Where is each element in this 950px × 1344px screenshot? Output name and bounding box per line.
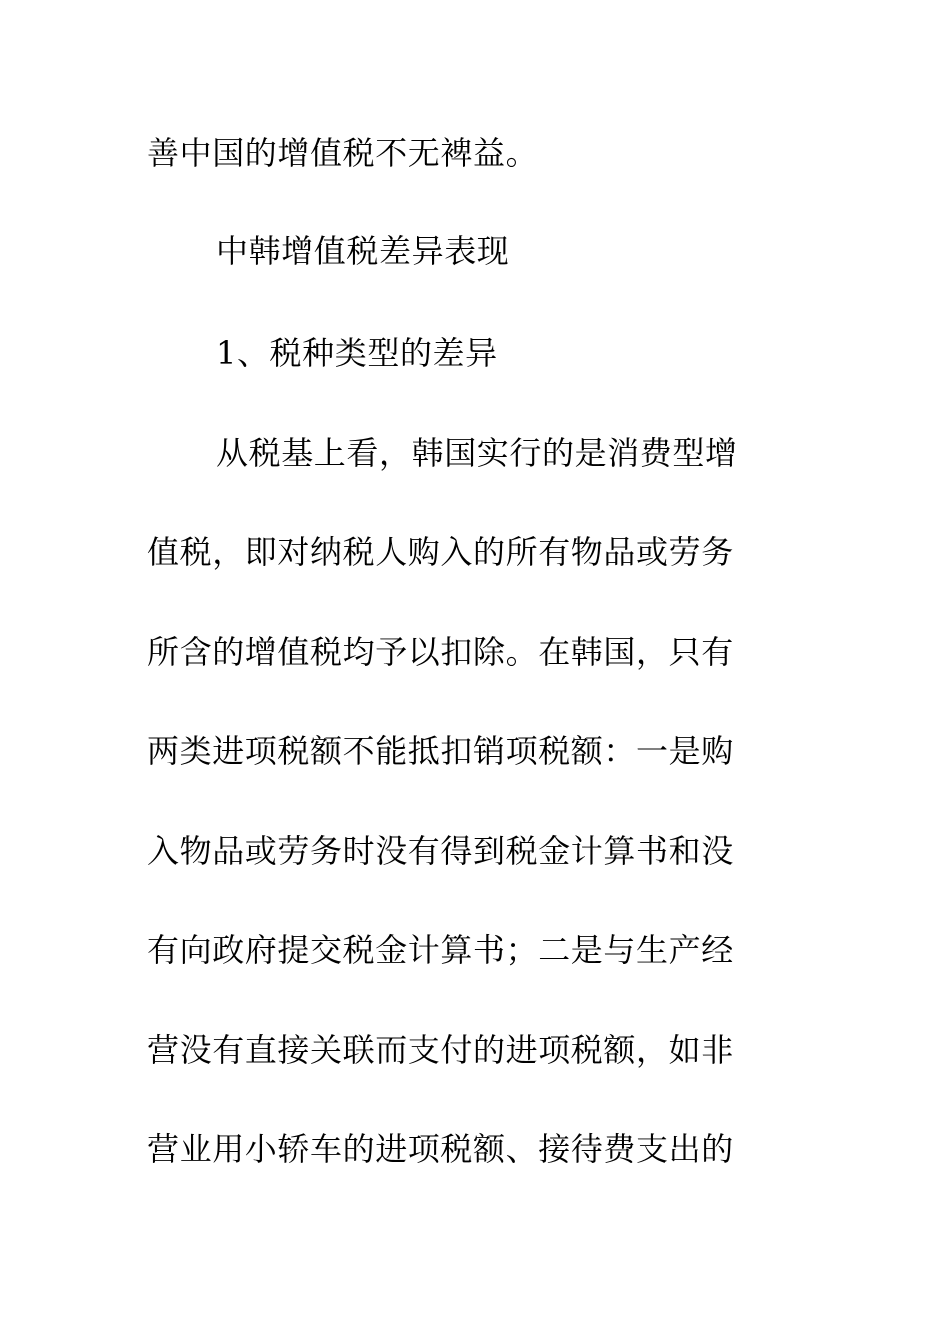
paragraph-line: 善中国的增值税不无裨益。 xyxy=(147,134,539,172)
paragraph-line: 营没有直接关联而支付的进项税额，如非 xyxy=(147,1031,734,1069)
paragraph-line: 有向政府提交税金计算书；二是与生产经 xyxy=(147,931,734,969)
paragraph-line: 两类进项税额不能抵扣销项税额：一是购 xyxy=(147,732,734,770)
section-heading: 中韩增值税差异表现 xyxy=(216,232,510,270)
subsection-heading: 1、税种类型的差异 xyxy=(216,334,498,372)
paragraph-line: 入物品或劳务时没有得到税金计算书和没 xyxy=(147,832,734,870)
paragraph-line: 所含的增值税均予以扣除。在韩国，只有 xyxy=(147,633,734,671)
paragraph-line: 营业用小轿车的进项税额、接待费支出的 xyxy=(147,1130,734,1168)
paragraph-line: 值税，即对纳税人购入的所有物品或劳务 xyxy=(147,533,734,571)
paragraph-line: 从税基上看，韩国实行的是消费型增 xyxy=(216,434,738,472)
